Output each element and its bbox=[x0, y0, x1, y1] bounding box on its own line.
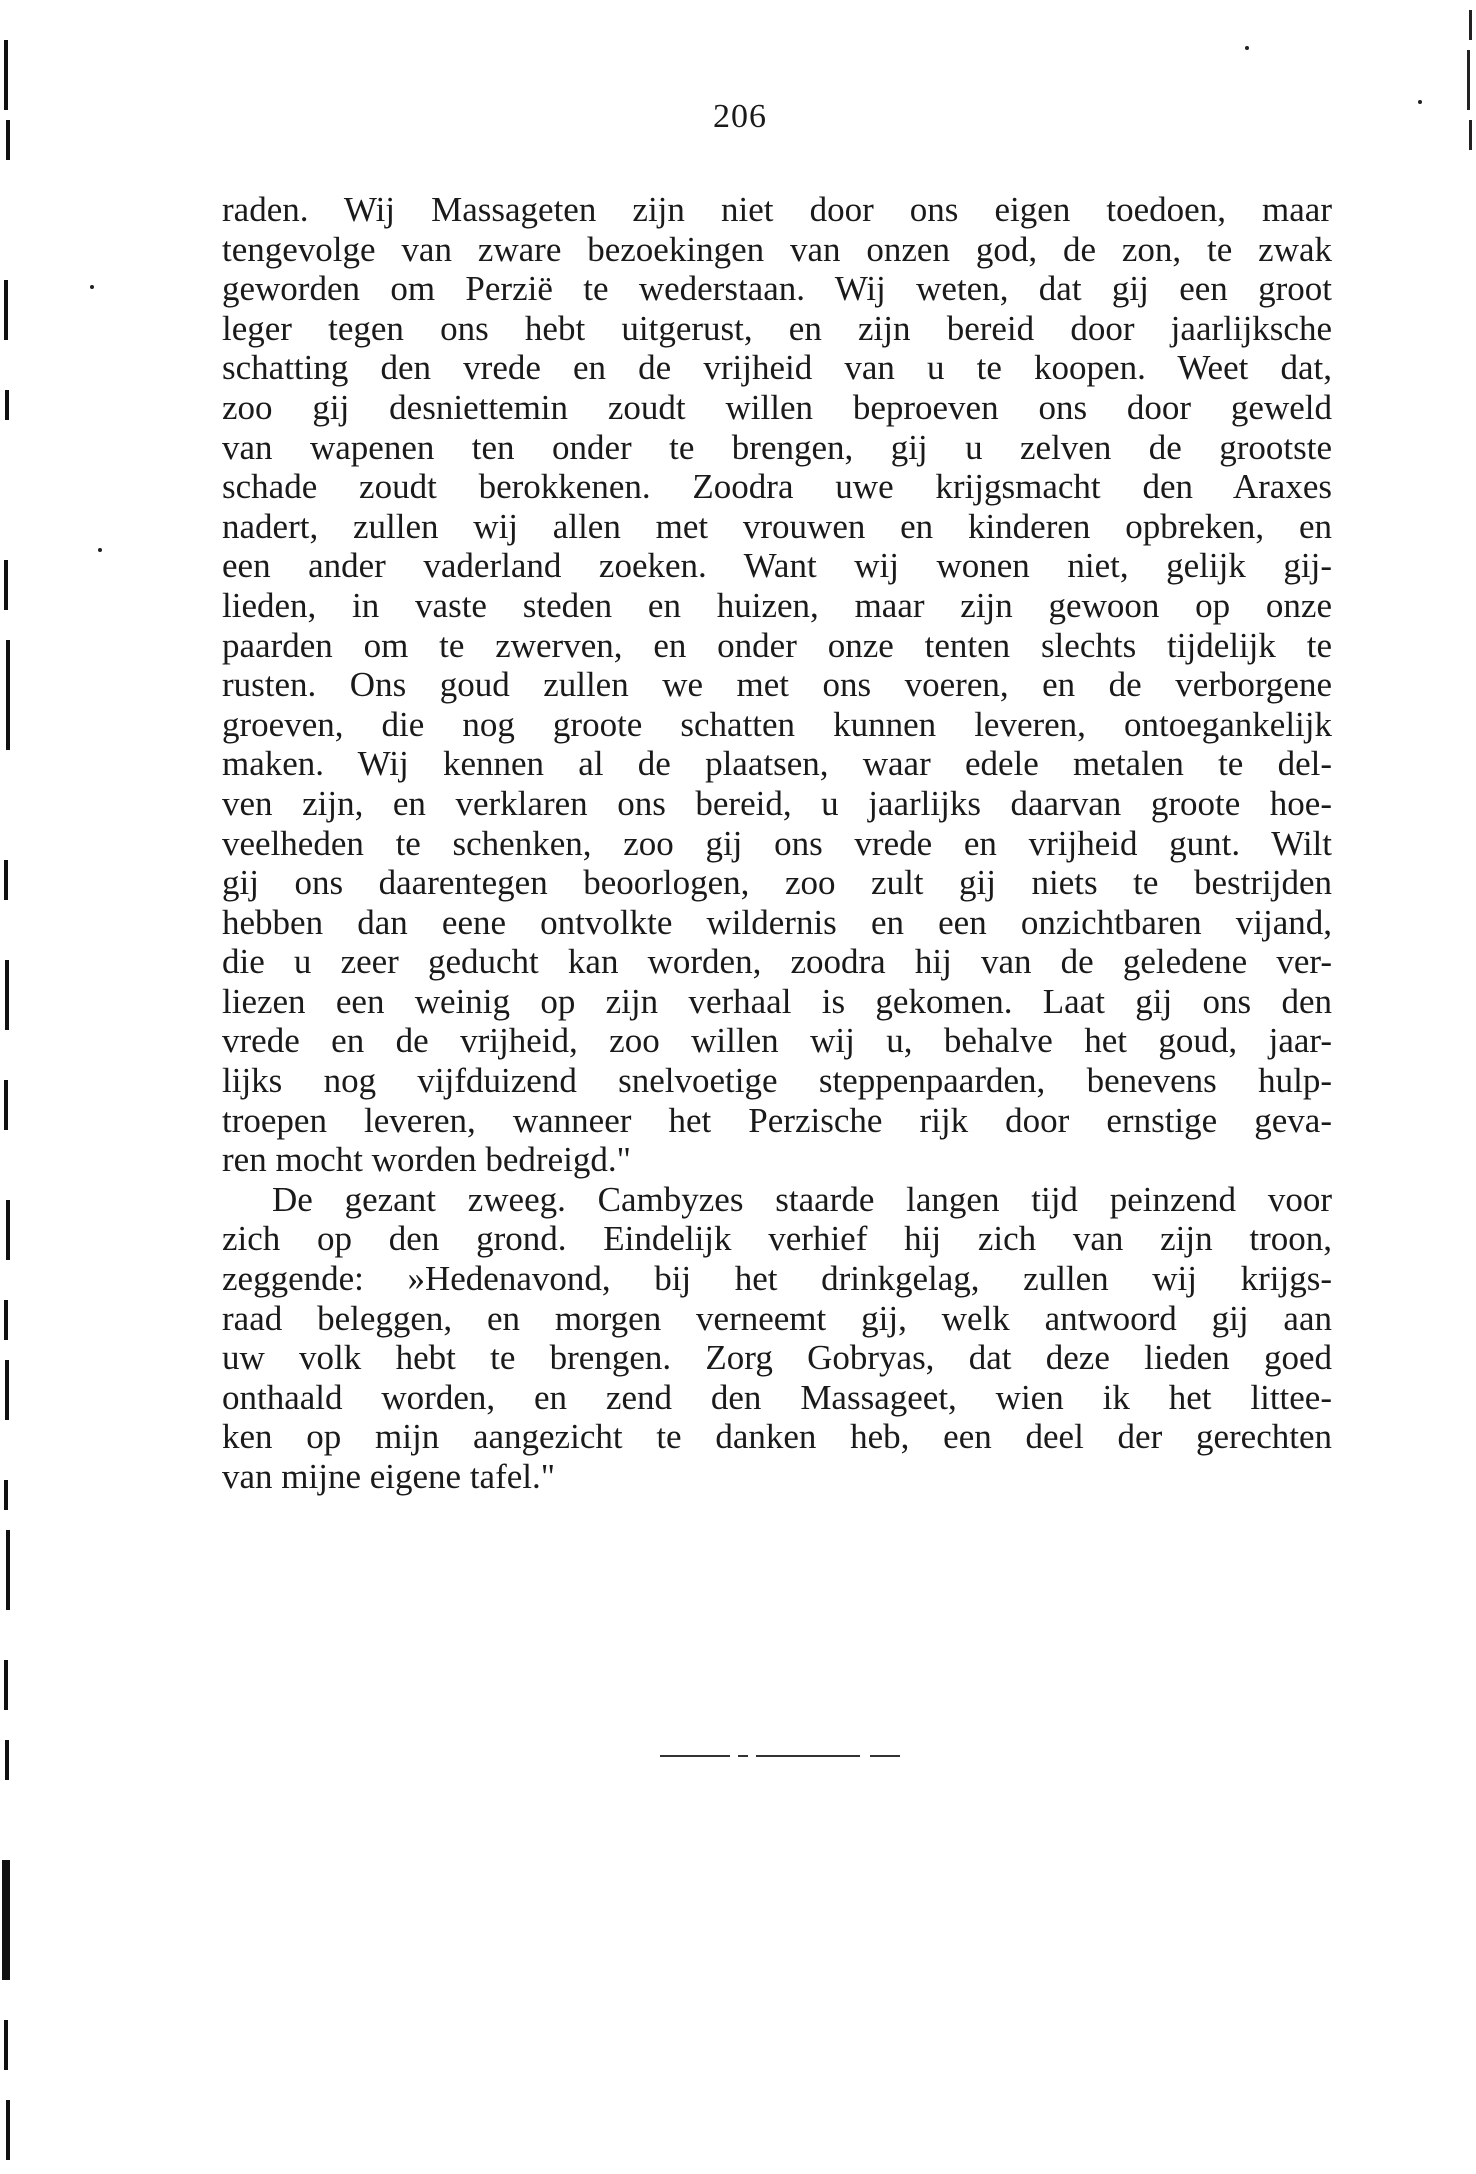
text-line: uw volk hebt te brengen. Zorg Gobryas, dat deze lieden goed bbox=[222, 1338, 1332, 1378]
end-of-chapter-rule bbox=[660, 1755, 900, 1757]
text-line: schade zoudt berokkenen. Zoodra uwe krijgsmacht den Araxes bbox=[222, 467, 1332, 507]
text-line: tengevolge van zware bezoekingen van onzen god, de zon, te zwak bbox=[222, 229, 1332, 269]
scan-speck bbox=[98, 548, 102, 552]
text-line: een ander vaderland zoeken. Want wij wonen niet, gelijk gij- bbox=[222, 546, 1332, 586]
text-line: lieden, in vaste steden en huizen, maar zijn gewoon op onze bbox=[222, 585, 1332, 625]
text-line: schatting den vrede en de vrijheid van u te koopen. Weet dat, bbox=[222, 348, 1332, 388]
text-line: rusten. Ons goud zullen we met ons voeren, en de verborgene bbox=[222, 665, 1332, 705]
text-line: van mijne eigene tafel." bbox=[222, 1457, 556, 1496]
paragraph-first-line: De gezant zweeg. Cambyzes staarde langen tijd peinzend voor bbox=[272, 1179, 1332, 1219]
text-line: liezen een weinig op zijn verhaal is gekomen. Laat gij ons den bbox=[222, 981, 1332, 1021]
text-line: raad beleggen, en morgen verneemt gij, welk antwoord gij aan bbox=[222, 1298, 1332, 1338]
scan-speck bbox=[1418, 100, 1422, 104]
text-line: zich op den grond. Eindelijk verhief hij zich van zijn troon, bbox=[222, 1219, 1332, 1259]
text-line: hebben dan eene ontvolkte wildernis en een onzichtbaren vijand, bbox=[222, 902, 1332, 942]
text-line: zoo gij desniettemin zoudt willen beproeven ons door geweld bbox=[222, 387, 1332, 427]
page-number: 206 bbox=[713, 98, 767, 135]
text-line: vrede en de vrijheid, zoo willen wij u, behalve het goud, jaar- bbox=[222, 1021, 1332, 1061]
text-line: die u zeer geducht kan worden, zoodra hij van de geledene ver- bbox=[222, 942, 1332, 982]
text-line: gij ons daarentegen beoorlogen, zoo zult gij niets te bestrijden bbox=[222, 863, 1332, 903]
text-line: veelheden te schenken, zoo gij ons vrede en vrijheid gunt. Wilt bbox=[222, 823, 1332, 863]
text-line: van wapenen ten onder te brengen, gij u zelven de grootste bbox=[222, 427, 1332, 467]
text-line: ken op mijn aangezicht te danken heb, een deel der gerechten bbox=[222, 1417, 1332, 1457]
text-line: ren mocht worden bedreigd." bbox=[222, 1140, 631, 1180]
scan-speck bbox=[90, 285, 94, 289]
text-line: ven zijn, en verklaren ons bereid, u jaarlijks daarvan groote hoe- bbox=[222, 783, 1332, 823]
text-line: raden. Wij Massageten zijn niet door ons eigen toedoen, maar bbox=[222, 190, 1332, 229]
scan-speck bbox=[1245, 46, 1249, 50]
text-line: leger tegen ons hebt uitgerust, en zijn bereid door jaarlijksche bbox=[222, 308, 1332, 348]
body-text bbox=[222, 190, 1332, 1497]
scanned-right-edge bbox=[1460, 0, 1476, 170]
text-line: onthaald worden, en zend den Massageet, wien ik het littee- bbox=[222, 1377, 1332, 1417]
text-line: groeven, die nog groote schatten kunnen leveren, ontoegankelijk bbox=[222, 704, 1332, 744]
text-line: lijks nog vijfduizend snelvoetige steppenpaarden, benevens hulp- bbox=[222, 1061, 1332, 1101]
text-line: zeggende: »Hedenavond, bij het drinkgelag, zullen wij krijgs- bbox=[222, 1259, 1332, 1299]
text-line: nadert, zullen wij allen met vrouwen en kinderen opbreken, en bbox=[222, 506, 1332, 546]
text-line: troepen leveren, wanneer het Perzische rijk door ernstige geva- bbox=[222, 1100, 1332, 1140]
text-line: paarden om te zwerven, en onder onze tenten slechts tijdelijk te bbox=[222, 625, 1332, 665]
text-line: maken. Wij kennen al de plaatsen, waar edele metalen te del- bbox=[222, 744, 1332, 784]
scanned-binding-edge bbox=[0, 0, 18, 2174]
text-line: geworden om Perzië te wederstaan. Wij weten, dat gij een groot bbox=[222, 269, 1332, 309]
